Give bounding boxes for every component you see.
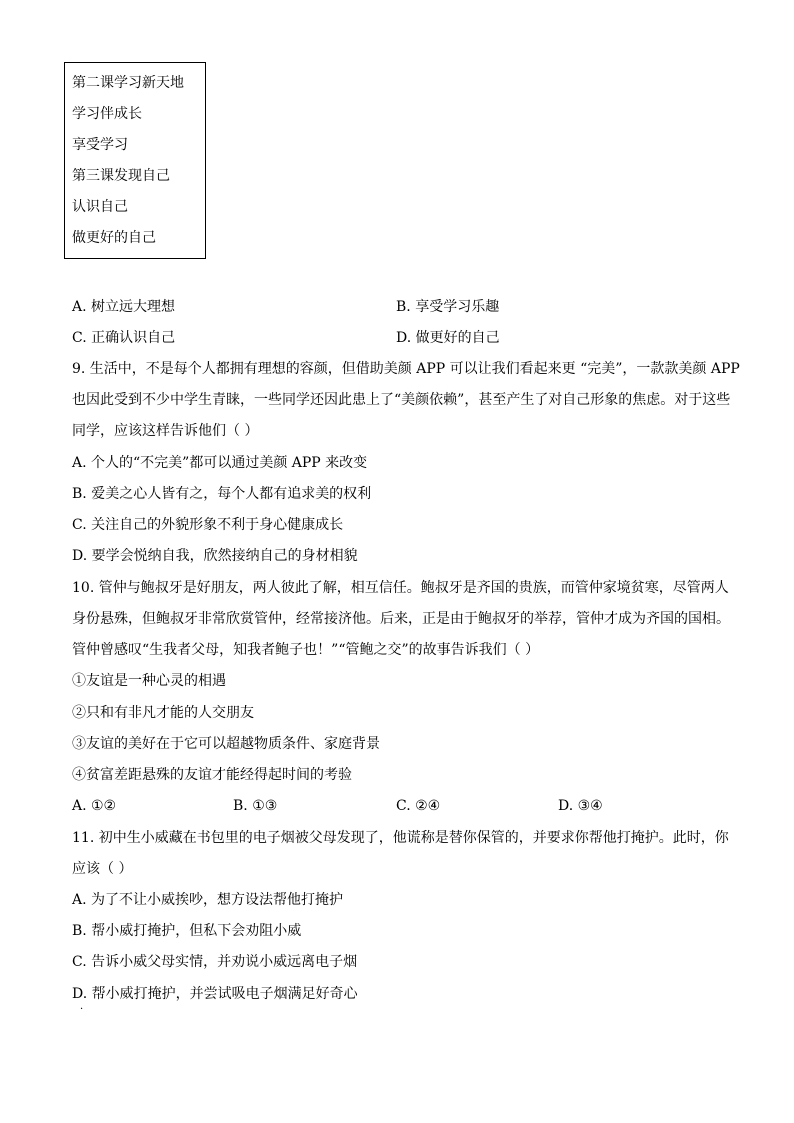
q11-option-c: C. 告诉小威父母实情，并劝说小威远离电子烟 bbox=[72, 954, 358, 970]
q10-option-a: A. ①② bbox=[72, 798, 117, 814]
outline-item: 享受学习 bbox=[72, 137, 128, 153]
q8-option-a: A. 树立远大理想 bbox=[72, 299, 176, 315]
outline-item: 认识自己 bbox=[72, 199, 128, 215]
q11-option-b: B. 帮小威打掩护，但私下会劝阻小威 bbox=[72, 923, 302, 939]
q10-statement: ②只和有非凡才能的人交朋友 bbox=[72, 705, 254, 721]
course-outline-box bbox=[64, 62, 206, 259]
q9-option-b: B. 爱美之心人皆有之，每个人都有追求美的权利 bbox=[72, 486, 372, 502]
q9-option-c: C. 关注自己的外貌形象不利于身心健康成长 bbox=[72, 517, 344, 533]
q11-stem-line: 11. 初中生小威藏在书包里的电子烟被父母发现了，他谎称是替你保管的，并要求你帮他打掩护。此时，你 bbox=[72, 830, 729, 846]
q10-statement: ④贫富差距悬殊的友谊才能经得起时间的考验 bbox=[72, 767, 352, 783]
outline-item: 第三课发现自己 bbox=[72, 168, 170, 184]
q8-option-c: C. 正确认识自己 bbox=[72, 330, 176, 346]
q8-option-b: B. 享受学习乐趣 bbox=[396, 299, 500, 315]
q9-stem-line: 同学，应该这样告诉他们（ ） bbox=[72, 423, 259, 439]
q11-option-a: A. 为了不让小威挨吵，想方设法帮他打掩护 bbox=[72, 892, 344, 908]
q11-option-d: D. 帮小威打掩护，并尝试吸电子烟满足好奇心 bbox=[72, 986, 358, 1002]
q10-statement: ①友谊是一种心灵的相遇 bbox=[72, 673, 226, 689]
q10-option-d: D. ③④ bbox=[558, 798, 603, 814]
q9-option-d: D. 要学会悦纳自我，欣然接纳自己的身材相貌 bbox=[72, 548, 358, 564]
q10-statement: ③友谊的美好在于它可以超越物质条件、家庭背景 bbox=[72, 736, 380, 752]
q10-option-c: C. ②④ bbox=[396, 798, 441, 814]
outline-item: 学习伴成长 bbox=[72, 106, 142, 122]
stray-mark: · bbox=[80, 1004, 84, 1015]
q9-option-a: A. 个人的“不完美”都可以通过美颜 APP 来改变 bbox=[72, 455, 368, 471]
outline-item: 第二课学习新天地 bbox=[72, 75, 184, 91]
outline-item: 做更好的自己 bbox=[72, 230, 156, 246]
q9-stem-line: 也因此受到不少中学生青睐，一些同学还因此患上了“美颜依赖”，甚至产生了对自己形象的焦虑。对于这些 bbox=[72, 392, 731, 408]
q10-stem-line: 身份悬殊，但鲍叔牙非常欣赏管仲，经常接济他。后来，正是由于鲍叔牙的举荐，管仲才成为齐国的国相。 bbox=[72, 611, 730, 627]
q10-option-b: B. ①③ bbox=[233, 798, 278, 814]
q11-stem-line: 应该（ ） bbox=[72, 861, 133, 877]
q9-stem-line: 9. 生活中，不是每个人都拥有理想的容颜，但借助美颜 APP 可以让我们看起来更 “完美”，一款款美颜 APP bbox=[72, 361, 740, 377]
q8-option-d: D. 做更好的自己 bbox=[396, 330, 500, 346]
q10-stem-line: 管仲曾感叹“生我者父母，知我者鲍子也！”“管鲍之交”的故事告诉我们（ ） bbox=[72, 642, 540, 658]
q10-stem-line: 10. 管仲与鲍叔牙是好朋友，两人彼此了解，相互信任。鲍叔牙是齐国的贵族，而管仲家境贫寒，尽管两人 bbox=[72, 580, 729, 596]
